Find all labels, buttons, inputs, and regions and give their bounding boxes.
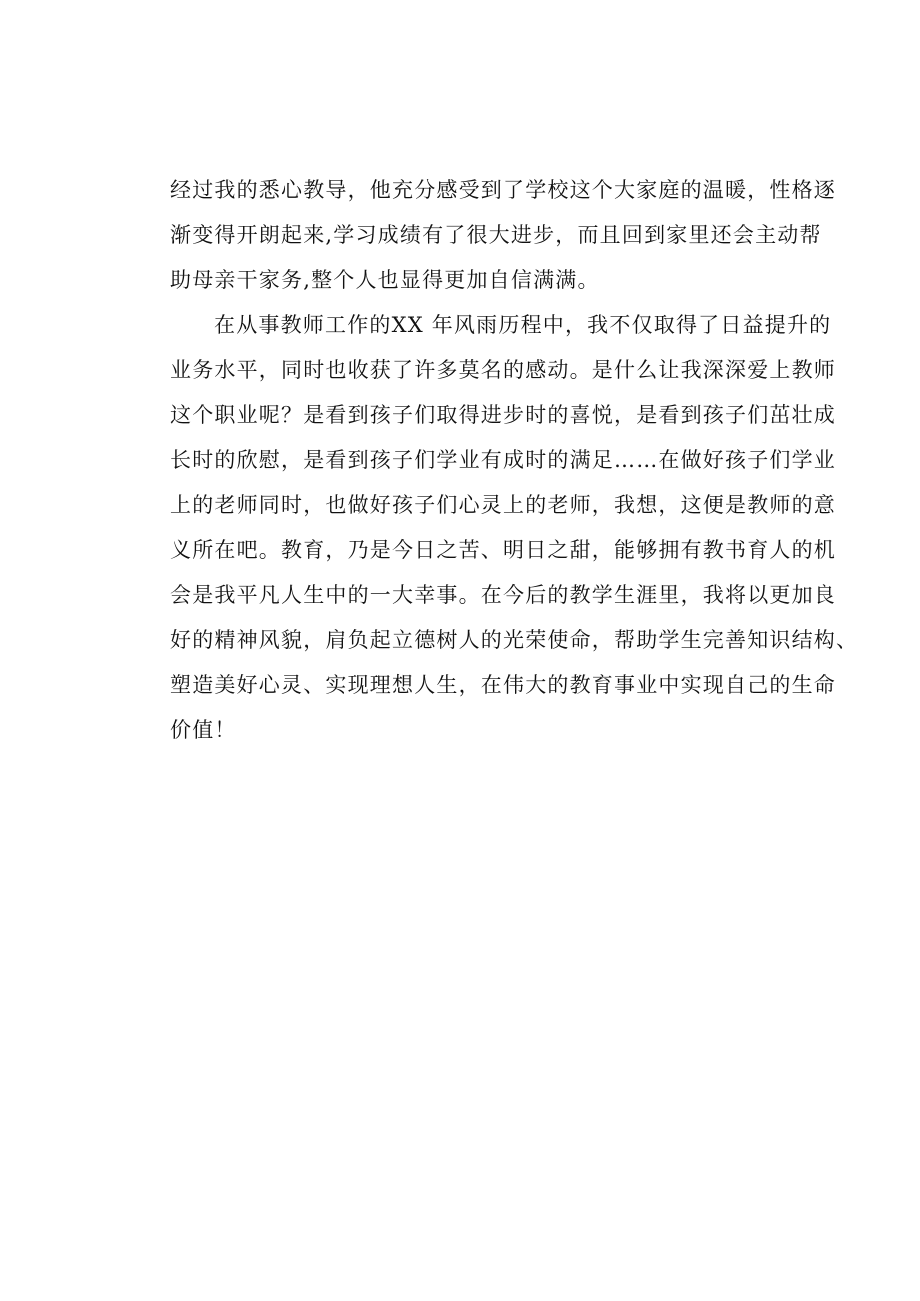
text-line: 塑造美好心灵、实现理想人生，在伟大的教育事业中实现自己的生命 [170, 673, 836, 697]
text-line: 经过我的悉心教导，他充分感受到了学校这个大家庭的温暖，性格逐 [170, 178, 836, 202]
text-line: 上的老师同时，也做好孩子们心灵上的老师，我想，这便是教师的意 [170, 493, 836, 517]
text-line: 价值！ [170, 718, 237, 742]
document-body [170, 168, 859, 753]
text-line: 好的精神风貌，肩负起立德树人的光荣使命，帮助学生完善知识结构、 [170, 628, 859, 652]
text-line: 助母亲干家务,整个人也显得更加自信满满。 [170, 268, 600, 292]
text-line: 业务水平，同时也收获了许多莫名的感动。是什么让我深深爱上教师 [170, 358, 836, 382]
text-line: 渐变得开朗起来,学习成绩有了很大进步，而且回到家里还会主动帮 [170, 223, 822, 247]
text-line: 这个职业呢？是看到孩子们取得进步时的喜悦，是看到孩子们茁壮成 [170, 403, 836, 427]
text-line: 义所在吧。教育，乃是今日之苦、明日之甜，能够拥有教书育人的机 [170, 538, 836, 562]
text-line: 会是我平凡人生中的一大幸事。在今后的教学生涯里，我将以更加良 [170, 583, 836, 607]
text-line: 长时的欣慰，是看到孩子们学业有成时的满足……在做好孩子们学业 [170, 448, 836, 472]
paragraph-first-line: 在从事教师工作的XX 年风雨历程中，我不仅取得了日益提升的 [214, 313, 832, 337]
